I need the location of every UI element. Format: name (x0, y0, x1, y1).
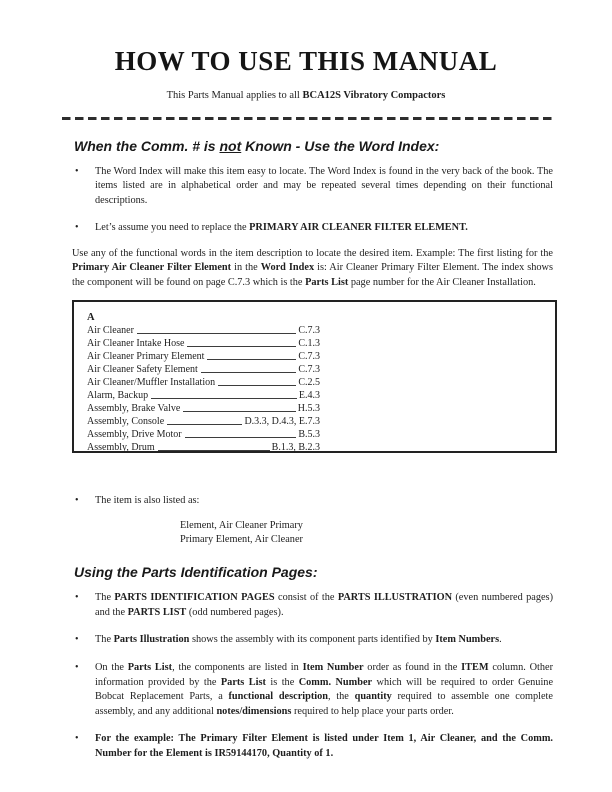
leader-line (167, 424, 242, 425)
entry-name: Assembly, Drum (87, 441, 155, 453)
bullet-item-example (75, 732, 553, 761)
text-segment: PARTS LIST (127, 606, 187, 618)
text-segment: . (499, 634, 502, 646)
text-segment: order as found in the (363, 662, 462, 674)
index-entry-row (87, 376, 320, 389)
text-segment: Parts List (305, 277, 349, 289)
bullet-text (95, 221, 553, 236)
text-segment: BCA12S Vibratory Compactors (302, 90, 446, 101)
text-segment: The (95, 592, 115, 604)
index-entry-row (87, 337, 320, 350)
text-segment: Item Numbers (435, 634, 500, 646)
entry-page-ref: C.7.3 (298, 363, 320, 375)
text-segment: not (219, 137, 242, 154)
also-listed-alternatives (180, 519, 612, 546)
bullet-item-also-listed (75, 494, 553, 509)
text-segment: This Parts Manual applies to all (166, 90, 303, 101)
entry-name: Air Cleaner Safety Element (87, 363, 198, 375)
text-segment: Use any of the functional words in the item description to locate the desired item. Example: The first listing for the (72, 247, 553, 259)
entry-name: Alarm, Backup (87, 389, 149, 401)
bullet-icon: • (75, 222, 79, 234)
text-segment: in the (231, 262, 261, 274)
index-entry-row (87, 389, 320, 402)
word-index-sample-box (72, 300, 557, 453)
bullet-item-assume-replace (75, 221, 553, 236)
entry-page-ref: C.7.3 (298, 324, 320, 336)
leader-line (185, 437, 297, 438)
bullet-text (95, 633, 553, 648)
entry-name: Air Cleaner (87, 324, 134, 336)
bullet-text (95, 661, 553, 719)
text-segment: Item Number (302, 662, 364, 674)
text-segment: Parts Illustration (113, 634, 190, 646)
text-segment: notes/dimensions (216, 705, 292, 717)
text-segment: required to help place your parts order. (291, 705, 454, 717)
bullet-icon: • (75, 592, 79, 604)
also-listed-item: Element, Air Cleaner Primary (180, 520, 303, 532)
text-segment: is the (265, 676, 299, 688)
text-segment: ITEM (461, 662, 489, 674)
text-segment: When the Comm. # is (74, 137, 220, 154)
text-segment: column. Other information provided by the (95, 662, 554, 688)
text-segment: Let’s assume you need to replace the (95, 222, 250, 234)
text-segment: , the components are listed in (172, 662, 303, 674)
text-segment: Parts List (220, 676, 266, 688)
entry-page-ref: C.2.5 (298, 376, 320, 388)
dashed-divider (62, 117, 553, 120)
leader-line (201, 372, 297, 373)
index-letter-header: A (87, 311, 95, 323)
text-segment: which will be required to order Genuine Bobcat Replacement Parts, a (95, 676, 554, 703)
index-entry-row (87, 324, 320, 337)
text-segment: consist of the (274, 592, 338, 604)
text-segment: page number for the Air Cleaner Installation. (348, 277, 536, 289)
leader-line (137, 333, 296, 334)
entry-page-ref: H.5.3 (297, 402, 320, 414)
index-entry-row (87, 363, 320, 376)
leader-line (187, 346, 296, 347)
text-segment: (odd numbered pages). (186, 606, 284, 618)
index-entry-row (87, 350, 320, 363)
bullet-item-parts-id-pages (75, 591, 553, 620)
bullet-text (95, 165, 553, 209)
text-segment: functional description (228, 691, 329, 703)
text-segment: On the (95, 662, 128, 674)
text-segment: quantity (354, 691, 392, 703)
index-entry-row (87, 415, 320, 428)
index-entry-row (87, 441, 320, 454)
entry-name: Air Cleaner Primary Element (87, 350, 205, 362)
bullet-item-word-index-locate (75, 165, 553, 209)
entry-name: Assembly, Drive Motor (87, 428, 182, 440)
bullet-item-parts-illustration (75, 633, 553, 648)
text-segment: required to assemble one complete assembly, and any additional (95, 691, 553, 717)
text-segment: For the example: The Primary Filter Element is listed under Item 1, Air Cleaner, and the Comm. Number for the Element is IR59144170, Quantity of 1. (95, 733, 553, 759)
text-segment: The (95, 634, 114, 646)
bullet-text: The item is also listed as: (95, 494, 200, 506)
text-segment: , the (328, 691, 355, 703)
entry-name: Assembly, Console (87, 415, 165, 427)
text-segment: Comm. Number (298, 676, 373, 688)
text-segment: Primary Air Cleaner Filter Element (72, 262, 232, 274)
bullet-text (95, 591, 553, 620)
entry-page-ref: B.5.3 (298, 428, 320, 440)
bullet-item-parts-list-details (75, 661, 553, 719)
page-subtitle (0, 89, 612, 102)
text-segment: shows the assembly with its component parts identified by (189, 634, 436, 646)
also-listed-item: Primary Element, Air Cleaner (180, 533, 303, 545)
page-title: HOW TO USE THIS MANUAL (114, 46, 498, 76)
text-segment: Word Index (260, 262, 315, 274)
word-index-example-paragraph (72, 247, 553, 291)
entry-page-ref: C.1.3 (298, 337, 320, 349)
text-segment: PRIMARY AIR CLEANER FILTER ELEMENT. (249, 222, 468, 234)
text-segment: Parts List (127, 662, 173, 674)
text-segment: is: Air Cleaner Primary Filter Element. The index shows the component will be found on page C.7.3 which is the (72, 262, 553, 289)
bullet-text (95, 732, 553, 761)
bullet-icon: • (75, 165, 79, 177)
text-segment: Known - Use the Word Index: (241, 137, 440, 154)
section-heading-word-index (74, 138, 552, 155)
index-entry-list (87, 324, 320, 454)
entry-name: Air Cleaner Intake Hose (87, 337, 185, 349)
bullet-icon: • (75, 634, 79, 646)
bullet-icon: • (75, 662, 79, 674)
index-entry-row (87, 402, 320, 415)
entry-page-ref: C.7.3 (298, 350, 320, 362)
leader-line (218, 385, 296, 386)
text-segment: PARTS IDENTIFICATION PAGES (114, 592, 275, 604)
text-segment: (even numbered pages) and the (95, 592, 553, 618)
entry-name: Air Cleaner/Muffler Installation (87, 376, 216, 388)
entry-page-ref: D.3.3, D.4.3, E.7.3 (244, 415, 320, 427)
leader-line (158, 450, 270, 451)
leader-line (207, 359, 296, 360)
text-segment: The Word Index will make this item easy to locate. The Word Index is found in the very back of the book. The items listed are in alphabetical order and may be repeated several times depending on their functional descriptions. (95, 165, 553, 206)
entry-name: Assembly, Brake Valve (87, 402, 181, 414)
bullet-icon: • (75, 733, 79, 745)
entry-page-ref: B.1.3, B.2.3 (271, 441, 320, 453)
leader-line (151, 398, 297, 399)
bullet-icon: • (75, 494, 79, 506)
entry-page-ref: E.4.3 (298, 389, 320, 401)
section-heading-parts-identification: Using the Parts Identification Pages: (74, 564, 318, 581)
text-segment: PARTS ILLUSTRATION (337, 592, 453, 604)
index-entry-row (87, 428, 320, 441)
leader-line (183, 411, 295, 412)
